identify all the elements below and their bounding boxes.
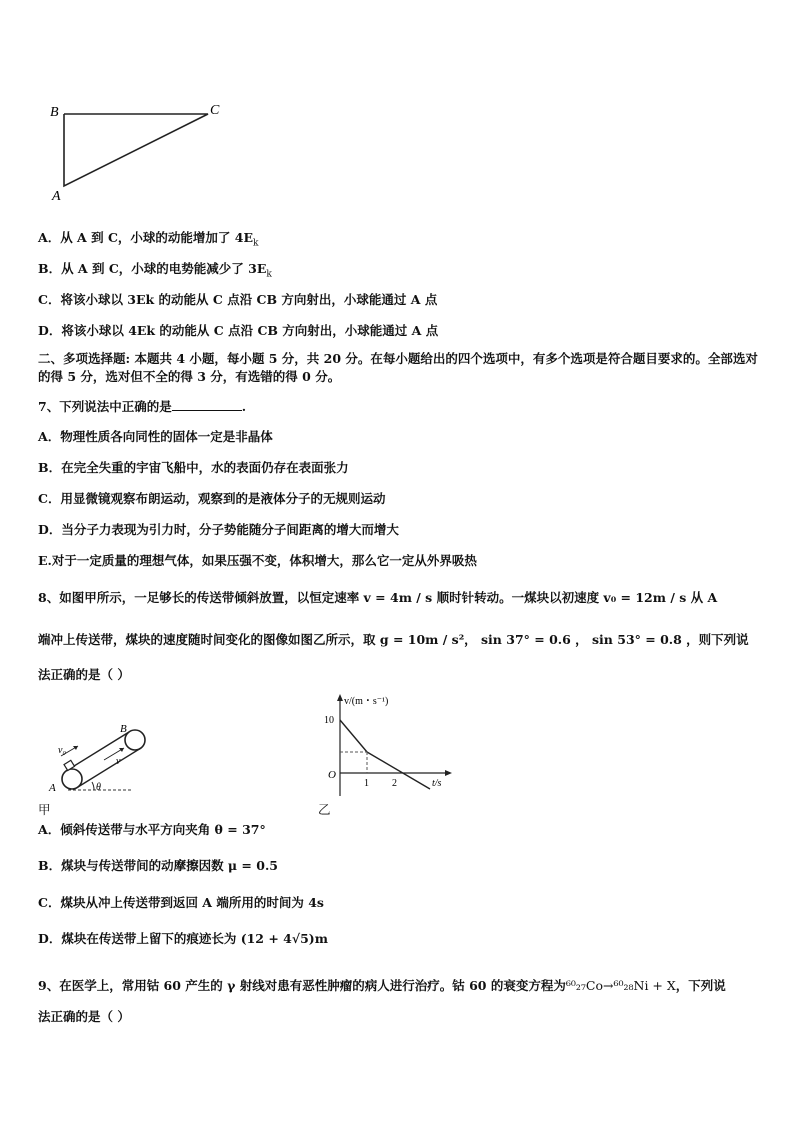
triangle-shape bbox=[64, 114, 208, 186]
origin-label: O bbox=[328, 769, 336, 781]
q7-stem: 7、下列说法中正确的是 . bbox=[38, 399, 247, 414]
q7-option-b: B．在完全失重的宇宙飞船中，水的表面仍存在表面张力 bbox=[38, 460, 349, 475]
q8-option-a: A．倾斜传送带与水平方向夹角 θ = 37° bbox=[38, 822, 266, 837]
y-axis-arrow bbox=[337, 694, 343, 701]
tick-10: 10 bbox=[324, 715, 334, 726]
angle-arc bbox=[92, 782, 94, 790]
label-v0: v₀ bbox=[58, 745, 66, 756]
q7-option-a: A．物理性质各向同性的固体一定是非晶体 bbox=[38, 429, 273, 444]
q8-option-c: C．煤块从冲上传送带到返回 A 端所用的时间为 4s bbox=[38, 895, 324, 910]
q6-option-b: B．从 A 到 C，小球的电势能减少了 $3E_k$ bbox=[38, 261, 272, 280]
graph-segment-1 bbox=[340, 720, 367, 752]
tick-2: 2 bbox=[392, 778, 397, 789]
label-theta: θ bbox=[96, 782, 101, 793]
q6-option-a: A．从 A 到 C，小球的动能增加了 $4E_k$ bbox=[38, 230, 259, 249]
label-a: A bbox=[52, 189, 61, 204]
q8-option-d: D．煤块在传送带上留下的痕迹长为 (12 + 4√5)m bbox=[38, 931, 328, 946]
caption-yi: 乙 bbox=[318, 802, 331, 817]
q8-stem-line-2: 端冲上传送带，煤块的速度随时间变化的图像如图乙所示，取 g = 10m / s²， sin 37° = 0.6 ， sin 53° = 0.8 ，则下列说 bbox=[38, 632, 749, 647]
x-axis-arrow bbox=[445, 770, 452, 776]
label-v: v bbox=[116, 756, 121, 767]
figure-yi-vt-graph bbox=[318, 692, 458, 802]
q7-option-d: D．当分子力表现为引力时，分子势能随分子间距离的增大而增大 bbox=[38, 522, 399, 537]
label-a: A bbox=[49, 782, 56, 794]
y-axis-label: v/(m・s⁻¹) bbox=[344, 696, 389, 707]
tick-1: 1 bbox=[364, 778, 369, 789]
q9-stem-line-2: 法正确的是（ ） bbox=[38, 1009, 130, 1024]
caption-jia: 甲 bbox=[38, 802, 51, 817]
q7-option-e: E.对于一定质量的理想气体，如果压强不变，体积增大，那么它一定从外界吸热 bbox=[38, 553, 477, 568]
triangle-figure bbox=[40, 96, 240, 206]
q8-stem-line-1: 8、如图甲所示，一足够长的传送带倾斜放置，以恒定速率 v = 4m / s 顺时针转动。一煤块以初速度 v₀ = 12m / s 从 A bbox=[38, 590, 718, 605]
label-c: C bbox=[210, 103, 220, 118]
figure-jia-conveyor bbox=[40, 712, 180, 812]
x-axis-label: t/s bbox=[432, 778, 442, 789]
q8-stem-line-3: 法正确的是（ ） bbox=[38, 667, 130, 682]
q6-option-d: D．将该小球以 4Ek 的动能从 C 点沿 CB 方向射出，小球能通过 A 点 bbox=[38, 323, 439, 338]
q6-option-c: C．将该小球以 3Ek 的动能从 C 点沿 CB 方向射出，小球能通过 A 点 bbox=[38, 292, 438, 307]
belt-lower bbox=[78, 748, 141, 787]
decay-equation: ⁶⁰₂₇Co→⁶⁰₂₈Ni + X bbox=[565, 978, 676, 993]
q7-option-c: C．用显微镜观察布朗运动，观察到的是液体分子的无规则运动 bbox=[38, 491, 386, 506]
label-b: B bbox=[50, 105, 59, 120]
graph-segment-2 bbox=[367, 752, 430, 789]
q9-stem-line-1: 9、在医学上，常用钴 60 产生的 γ 射线对患有恶性肿瘤的病人进行治疗。钴 60 的衰变方程为⁶⁰₂₇Co→⁶⁰₂₈Ni + X，下列说 bbox=[38, 978, 726, 993]
answer-blank bbox=[172, 398, 242, 411]
q8-option-b: B．煤块与传送带间的动摩擦因数 μ = 0.5 bbox=[38, 858, 278, 873]
section-2-header: 二、多项选择题: 本题共 4 小题，每小题 5 分，共 20 分。在每小题给出的四个选项中，有多个选项是符合题目要求的。全部选对的得 5 分，选对但不全的得 3 分，有选错的得 0 分。 bbox=[38, 351, 758, 384]
label-b: B bbox=[120, 723, 127, 735]
